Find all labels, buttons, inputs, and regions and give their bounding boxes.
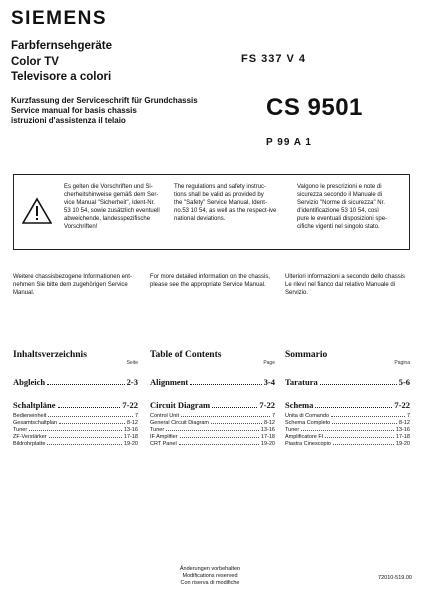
toc-it-title: Sommario [285,350,328,360]
toc-entry: Schema 7-22 [285,400,410,410]
toc-subentry: Control Unit 7 [150,413,275,419]
toc-de-page-label: Seite [126,360,138,366]
toc-en-page-label: Page [263,360,275,366]
document-number: 72010-519.00 [378,575,412,581]
title-de: Farbfernsehgeräte [11,40,112,52]
toc-entry: Alignment 3-4 [150,377,275,387]
safety-notice-box [13,174,410,250]
safety-text-it: Valgono le prescrizioni e note di sicurezza secondo il Manuale di Servizio "Norme di sicurezza" Nr. d'identificazione 53 10 54, così pure le eventuali disposizioni spe- cifiche vigenti nel singolo stato. [297,184,388,230]
toc-subentry: Bedieneinheit 7 [13,413,138,419]
toc-subentry: Piastra Cinescopio 19-20 [285,441,410,447]
title-it: Televisore a colori [11,71,112,83]
warning-triangle-icon [22,197,52,225]
note-de: Weitere chassisbezogene Informationen ent- nehmen Sie bitte dem zugehörigen Service Manual. [13,274,132,296]
toc-subentry: CRT Panel 19-20 [150,441,275,447]
toc-it-page-label: Pagina [394,360,410,366]
subtitle-de: Kurzfassung der Serviceschrift für Grundchassis [11,96,198,105]
note-en: For more detailed information on the chassis, please see the appropriate Service Manual. [150,274,271,288]
toc-subentry: General Circuit Diagram 8-12 [150,420,275,426]
safety-text-de: Es gelten die Vorschriften und Si- cherheitshinweise gemäß dem Ser- vice Manual "Sicherheit", Ident-Nr. 53 10 54, sowie zusätzlich eventuell abweichende, landesspezifische Vorschriften! [64,184,160,230]
toc-subentry: Unita di Comando 7 [285,413,410,419]
toc-it [285,350,410,448]
toc-subentry: ZF-Verstärker 17-18 [13,434,138,440]
subtitle-en: Service manual for basis chassis [11,106,137,115]
chassis-code: CS 9501 [266,94,363,121]
toc-en-sublist [150,413,275,448]
safety-text-en: The regulations and safety instruc- tions shall be valid as provided by the "Safety" Service Manual, Ident- no.53 10 54, as well as the respect-ive national deviations. [174,184,277,222]
toc-subentry: Amplificatore FI 17-18 [285,434,410,440]
toc-subentry: IF Amplifier 17-18 [150,434,275,440]
toc-entry: Abgleich 2-3 [13,377,138,387]
toc-subentry: Bildrohrplatte 19-20 [13,441,138,447]
subtitle-it: istruzioni d'assistenza il telaio [11,116,126,125]
toc-en-title: Table of Contents [150,350,222,360]
footer-changes-notice: Änderungen vorbehalten Modifications reserved Con riserva di modifiche [179,566,241,586]
toc-subentry: Tuner 13-16 [13,427,138,433]
toc-entry: Schaltpläne 7-22 [13,400,138,410]
model-number: FS 337 V 4 [241,53,307,65]
toc-subentry: Schema Completo 8-12 [285,420,410,426]
toc-entry: Circuit Diagram 7-22 [150,400,275,410]
toc-de-title: Inhaltsverzeichnis [13,350,87,360]
toc-en [150,350,275,448]
toc-it-sublist [285,413,410,448]
toc-subentry: Gesamtschaltplan 8-12 [13,420,138,426]
toc-de [13,350,138,448]
chassis-variant: P 99 A 1 [266,137,312,148]
toc-entry: Taratura 5-6 [285,377,410,387]
toc-de-sublist [13,413,138,448]
toc-subentry: Tuner 13-16 [285,427,410,433]
toc-subentry: Tuner 13-16 [150,427,275,433]
note-it: Ulteriori informazioni a secondo dello chassis Le rileví nel fianco dal relativo Manuale di Servizio. [285,274,406,296]
title-en: Color TV [11,56,59,68]
brand-logo: SIEMENS [11,8,108,29]
